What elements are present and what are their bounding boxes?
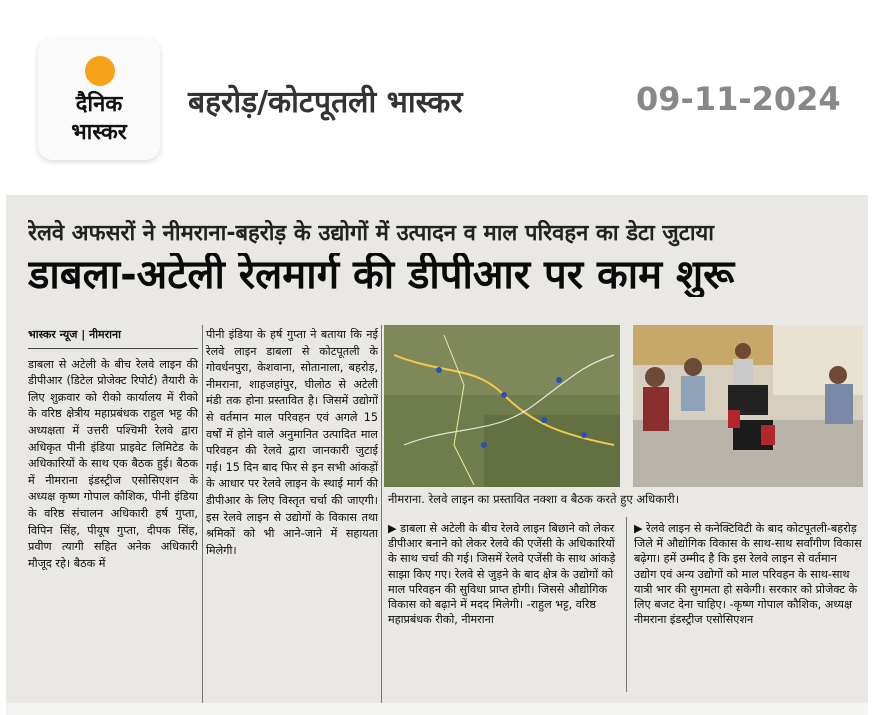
column-divider <box>202 325 203 705</box>
article-column-1 <box>28 327 198 702</box>
article-headline: डाबला-अटेली रेलमार्ग की डीपीआर पर काम शुरू <box>28 253 735 297</box>
article-byline: भास्कर न्यूज | नीमराना <box>28 327 198 349</box>
column-1-text: डाबला से अटेली के बीच रेलवे लाइन की डीपीआर (डिटेल प्रोजेक्ट रिपोर्ट) तैयारी के लिए शुक्रवार को रीको कार्यालय में रीको के वरिष्ठ क्षेत्रीय महाप्रबंधक राहुल भट्ट की अध्यक्षता में उत्तरी पश्चिमी रेलवे द्वारा अधिकृत पीनी इंडिया प्राइवेट लिमिटेड के अधिकारियों के साथ एक बैठक हुई। बैठक में नीमराना इंडस्ट्रीज एसोसिएशन के अध्यक्ष कृष्ण गोपाल कौशिक, पीनी इंडिया के वरिष्ठ संचालन अधिकारी हर्ष गुप्ता, विपिन सिंह, पीयूष गुप्ता, दीपक सिंह, प्रवीण त्यागी सहित अनेक अधिकारी मौजूद रहे। बैठक में <box>28 357 198 570</box>
edition-title: बहरोड़/कोटपूतली भास्कर <box>188 85 463 120</box>
article-column-2: पीनी इंडिया के हर्ष गुप्ता ने बताया कि नई रेलवे लाइन डाबला से कोटपूतली के गोवर्धनपुरा, केशवाना, सोतानाला, बहरोड़, नीमराना, शाहजहांपुर, घीलोठ से अटेली मंडी तक होना प्रस्तावित है। जिसमें उद्योगों से वर्तमान माल परिवहन एवं अगले 15 वर्षों में होने वाले अनुमानित उत्पादित माल परिवहन की रेलवे द्वारा जानकारी जुटाई गई। 15 दिन बाद फिर से इन सभी आंकड़ों के आधार पर रेलवे लाइन के स्थाई मार्ग की डीपीआर के लिए विस्तृत चर्चा की जाएगी। इस रेलवे लाइन से उद्योगों के विकास तथा श्रमिकों को भी आने-जाने में सहायता मिलेगी। <box>206 328 378 557</box>
article-kicker: रेलवे अफसरों ने नीमराना-बहरोड़ के उद्योगों में उत्पादन व माल परिवहन का डेटा जुटाया <box>28 221 714 246</box>
quote-rahul-bhatt: ▶ डाबला से अटेली के बीच रेलवे लाइन बिछाने को लेकर डीपीआर बनाने को लेकर रेलवे की एजेंसी के अधिकारियों के साथ चर्चा की गई। जिसमें रेलवे एजेंसी के साथ आंकड़े साझा किए गए। रेलवे से जुड़ने के बाद क्षेत्र के उद्योगों को माल परिवहन की सुविधा प्राप्त होगी। जिससे औद्योगिक विकास को बढ़ाने में मदद मिलेगी। -राहुल भट्ट, वरिष्ठ महाप्रबंधक रीको, नीमराना <box>388 522 616 627</box>
meeting-photo <box>633 325 863 487</box>
app-header <box>0 0 874 185</box>
photo-caption: नीमराना. रेलवे लाइन का प्रस्तावित नक्शा व बैठक करते हुए अधिकारी। <box>388 492 680 506</box>
proposed-route-map-image <box>384 325 620 487</box>
column-divider <box>381 325 382 705</box>
logo-text-line1: दैनिक <box>75 92 123 117</box>
newspaper-clipping <box>6 195 868 715</box>
page-bottom-margin <box>6 703 868 715</box>
column-divider <box>626 517 627 692</box>
quote-krishna-gopal-kaushik: ▶ रेलवे लाइन से कनेक्टिविटी के बाद कोटपूतली-बहरोड़ जिले में औद्योगिक विकास के साथ-साथ सर्वांगीण विकास बढ़ेगा। हमें उम्मीद है कि इस रेलवे लाइन से वर्तमान उद्योग एवं अन्य उद्योगों को माल परिवहन के साथ-साथ यात्री भार की सुगमता हो सकेगी। सरकार को प्रोजेक्ट के लिए बजट देना चाहिए। -कृष्ण गोपाल कौशिक, अध्यक्ष नीमराना इंडस्ट्रीज एसोसिएशन <box>634 522 862 627</box>
edition-date: 09-11-2024 <box>636 80 841 118</box>
dainik-bhaskar-logo[interactable] <box>38 38 160 160</box>
logo-text-line2: भास्कर <box>71 120 127 145</box>
sun-icon <box>85 56 115 86</box>
